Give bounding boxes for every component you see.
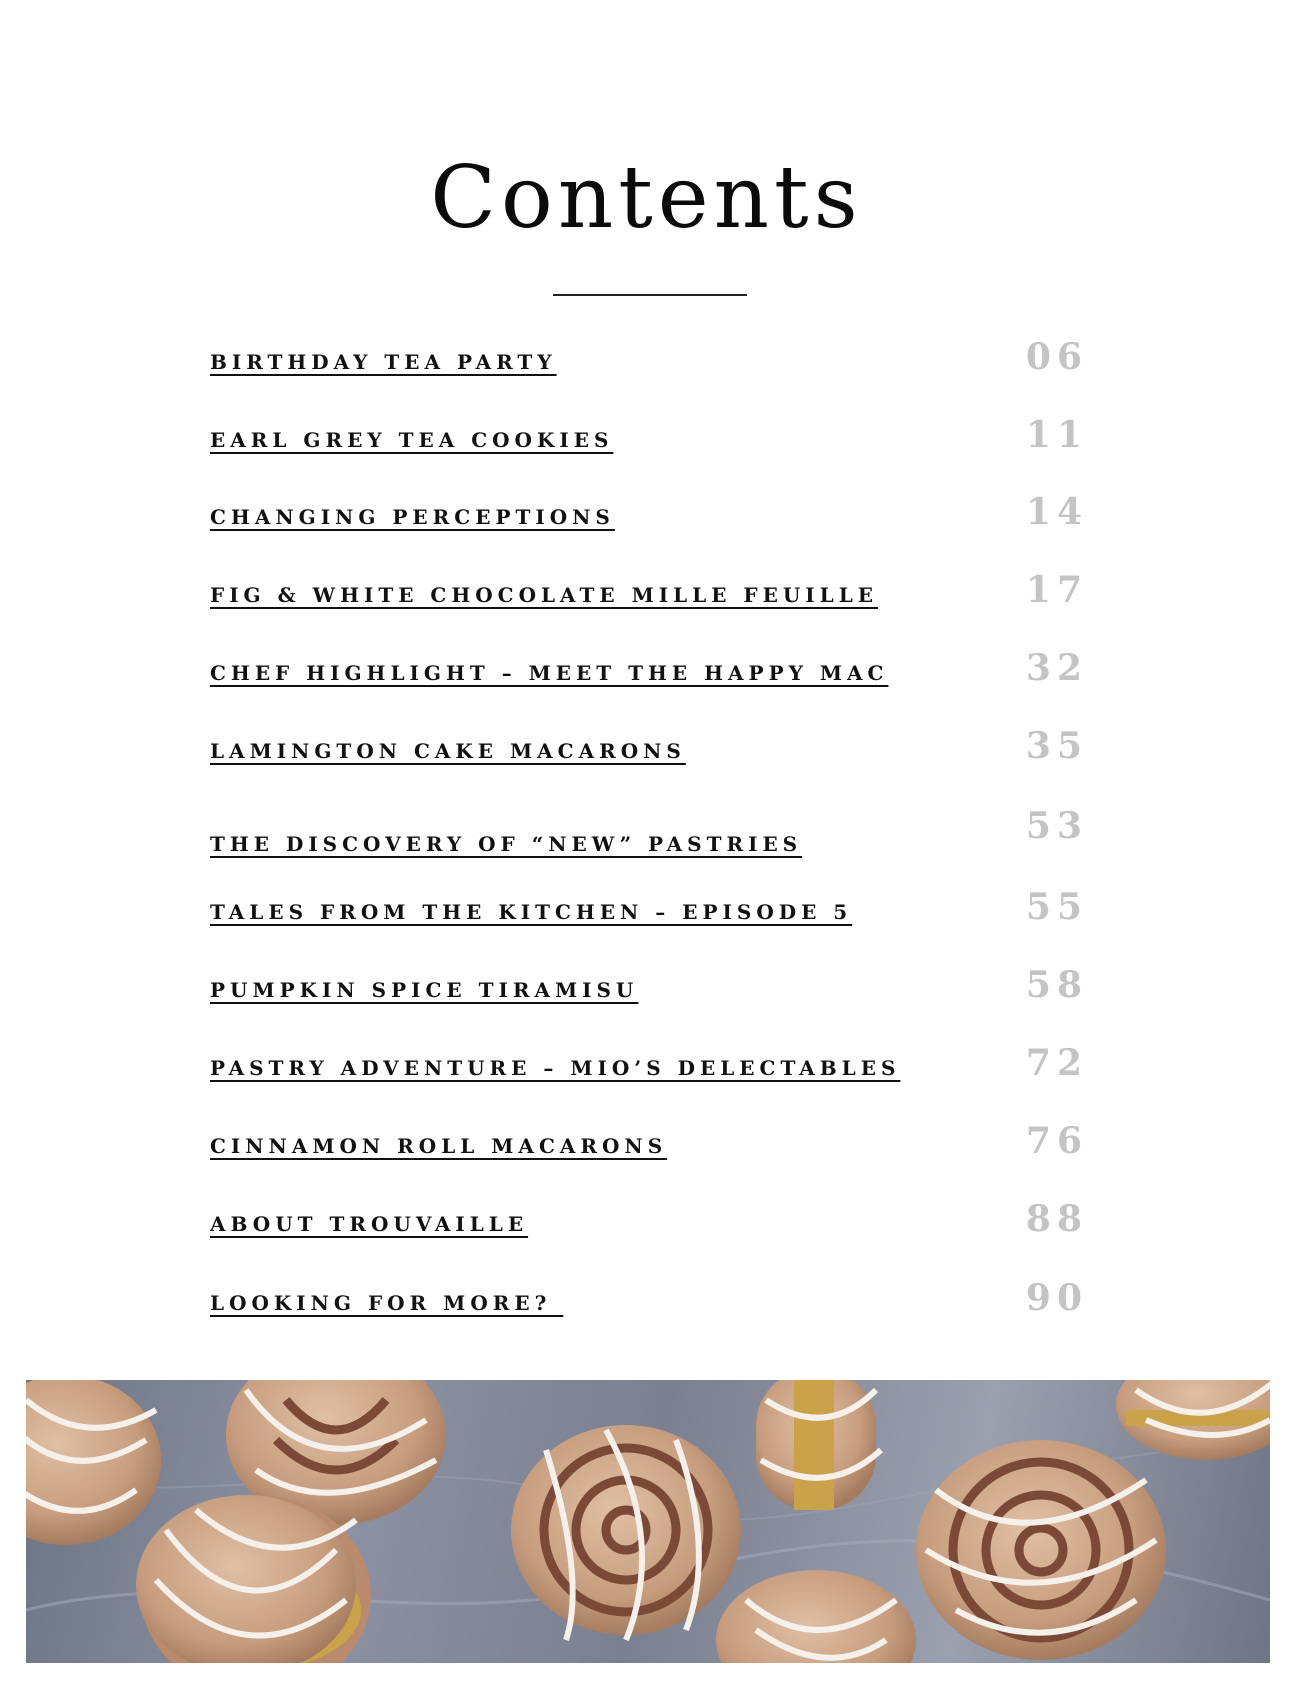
toc-entry-link[interactable]: PASTRY ADVENTURE – MIO’S DELECTABLES: [210, 1056, 901, 1080]
toc-entry-link[interactable]: THE DISCOVERY OF “NEW” PASTRIES: [210, 832, 803, 856]
toc-row: [0, 485, 1293, 535]
toc-page-number: 58: [1025, 964, 1088, 1006]
toc-row: [0, 797, 1293, 862]
toc-entry-link[interactable]: BIRTHDAY TEA PARTY: [210, 350, 557, 374]
toc-entry-link[interactable]: LOOKING FOR MORE?: [210, 1291, 564, 1315]
toc-entry-link[interactable]: FIG & WHITE CHOCOLATE MILLE FEUILLE: [210, 583, 879, 607]
toc-row: [0, 330, 1293, 380]
toc-entry-link[interactable]: EARL GREY TEA COOKIES: [210, 428, 614, 452]
toc-entry-link[interactable]: TALES FROM THE KITCHEN – EPISODE 5: [210, 900, 853, 924]
toc-page-number: 14: [1025, 491, 1088, 533]
toc-entry-link[interactable]: CHEF HIGHLIGHT – MEET THE HAPPY MAC: [210, 661, 889, 685]
toc-entry-link[interactable]: PUMPKIN SPICE TIRAMISU: [210, 978, 639, 1002]
toc-row: [0, 1036, 1293, 1086]
toc-page-number: 88: [1025, 1198, 1088, 1240]
toc-row: [0, 563, 1293, 613]
toc-page-number: 11: [1025, 414, 1088, 456]
toc-entry-link[interactable]: CHANGING PERCEPTIONS: [210, 505, 615, 529]
toc-row: [0, 1271, 1293, 1321]
toc-row: [0, 641, 1293, 691]
toc-entry-link[interactable]: ABOUT TROUVAILLE: [210, 1212, 529, 1236]
toc-row: [0, 1114, 1293, 1164]
macarons-illustration: [26, 1380, 1270, 1663]
toc-row: [0, 880, 1293, 930]
toc-page-number: 55: [1025, 886, 1088, 928]
toc-row: [0, 958, 1293, 1008]
toc-page-number: 76: [1025, 1120, 1088, 1162]
macarons-photo: [26, 1380, 1270, 1663]
toc-page-number: 90: [1025, 1277, 1088, 1319]
toc-page-number: 72: [1025, 1042, 1088, 1084]
page-title: Contents: [430, 148, 863, 248]
toc-page-number: 53: [1025, 805, 1088, 847]
toc-row: [0, 719, 1293, 769]
toc-row: [0, 408, 1293, 458]
toc-entry-link[interactable]: CINNAMON ROLL MACARONS: [210, 1134, 668, 1158]
toc-page-number: 06: [1025, 336, 1088, 378]
toc-page-number: 17: [1025, 569, 1088, 611]
toc-row: [0, 1192, 1293, 1242]
toc-entry-link[interactable]: LAMINGTON CAKE MACARONS: [210, 739, 686, 763]
toc-page-number: 32: [1025, 647, 1088, 689]
toc-page-number: 35: [1025, 725, 1088, 767]
